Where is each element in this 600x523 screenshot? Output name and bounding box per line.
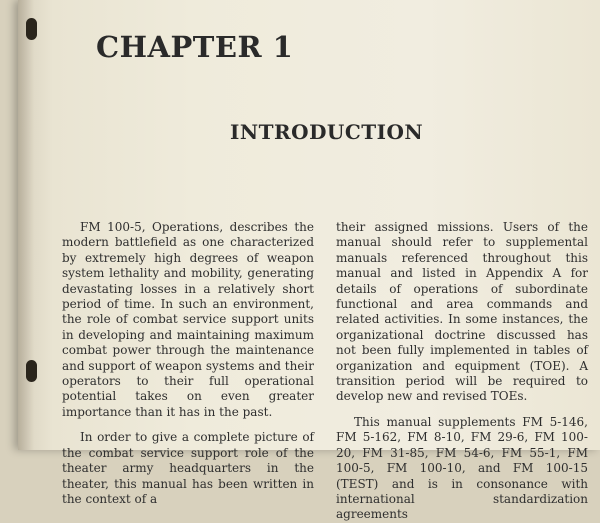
section-title: INTRODUCTION [230,120,424,144]
left-column [62,220,314,507]
document-page [18,0,600,522]
binder-hole [26,18,37,40]
paragraph: This manual supplements FM 5-146, FM 5-162, FM 8-10, FM 29-6, FM 100-20, FM 31-85, FM 54-6, FM 55-1, FM 100-5, FM 100-10, and FM 100-15 (TEST) and is in consonance with international standardization agreements [336,414,588,522]
paragraph: In order to give a complete picture of the combat service support role of the theater army headquarters in the theater, this manual has been written in the context of a [62,430,314,506]
chapter-title: CHAPTER 1 [96,30,294,64]
paragraph: FM 100-5, Operations, describes the modern battlefield as one characterized by extremely high degrees of weapon system lethality and mobility, generating devastating losses in a relatively short period of time. In such an environment, the role of combat service support units in developing and maintaining maximum combat power through the maintenance and support of weapon systems and their operators to their full operational potential takes on even greater importance than it has in the past. [62,220,314,419]
paragraph: their assigned missions. Users of the manual should refer to supplemental manuals referenced throughout this manual and listed in Appendix A for details of operations of subordinate functional and area commands and related activities. In some instances, the organizational doctrine discussed has not been fully implemented in tables of organization and equipment (TOE). A transition period will be required to develop new and revised TOEs. [336,220,588,404]
right-column [336,220,588,523]
binder-hole [26,360,37,382]
